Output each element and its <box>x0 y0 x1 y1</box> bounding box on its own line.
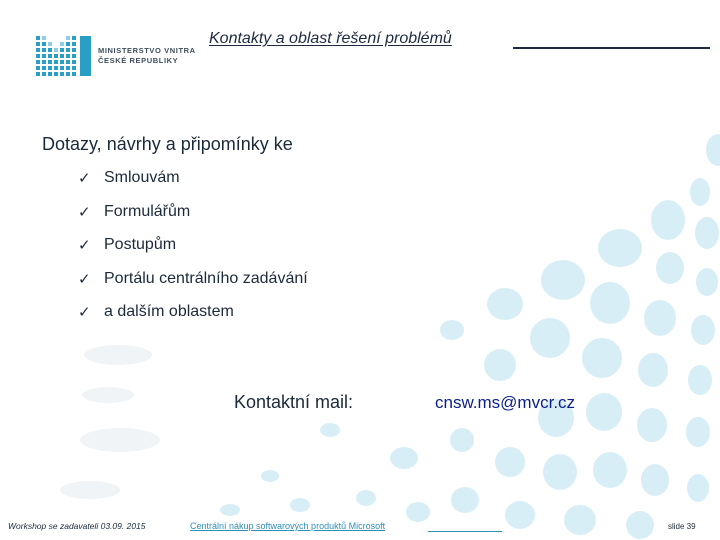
checkmark-icon: ✓ <box>78 269 91 288</box>
list-item <box>78 270 308 304</box>
contact-email-link[interactable]: cnsw.ms@mvcr.cz <box>435 393 576 412</box>
checkmark-icon: ✓ <box>78 303 91 321</box>
contact-label: Kontaktní mail: <box>234 392 354 412</box>
list-item <box>78 203 308 237</box>
ministry-name-line1: MINISTERSTVO VNITRA <box>98 46 196 55</box>
topic-label: Formulářům <box>104 202 191 220</box>
intro-heading: Dotazy, návrhy a připomínky ke <box>42 134 293 154</box>
topic-list <box>78 169 308 337</box>
checkmark-icon: ✓ <box>78 169 91 187</box>
page-title: Kontakty a oblast řešení problémů <box>209 30 452 47</box>
list-item <box>78 303 308 337</box>
checkmark-icon: ✓ <box>78 236 91 254</box>
footer-event: Workshop se zadavateli 03.09. 2015 <box>8 521 146 531</box>
footer-project-link[interactable]: Centrální nákup softwarových produktů Microsoft <box>190 521 386 531</box>
checkmark-icon: ✓ <box>78 202 91 221</box>
list-item <box>78 236 308 270</box>
slide-number: slide 39 <box>668 522 696 531</box>
topic-label: Smlouvám <box>104 169 180 186</box>
ministry-name <box>98 46 196 66</box>
list-item <box>78 169 308 203</box>
ministry-logo <box>36 33 196 77</box>
topic-label: Portálu centrálního zadávání <box>104 269 308 287</box>
ministry-name-line2: ČESKÉ REPUBLIKY <box>98 56 179 65</box>
header-divider <box>513 47 710 49</box>
ministry-logo-icon <box>36 33 94 77</box>
topic-label: Postupům <box>104 236 177 253</box>
topic-label: a dalším oblastem <box>104 303 234 320</box>
footer-link-underline <box>428 531 502 532</box>
